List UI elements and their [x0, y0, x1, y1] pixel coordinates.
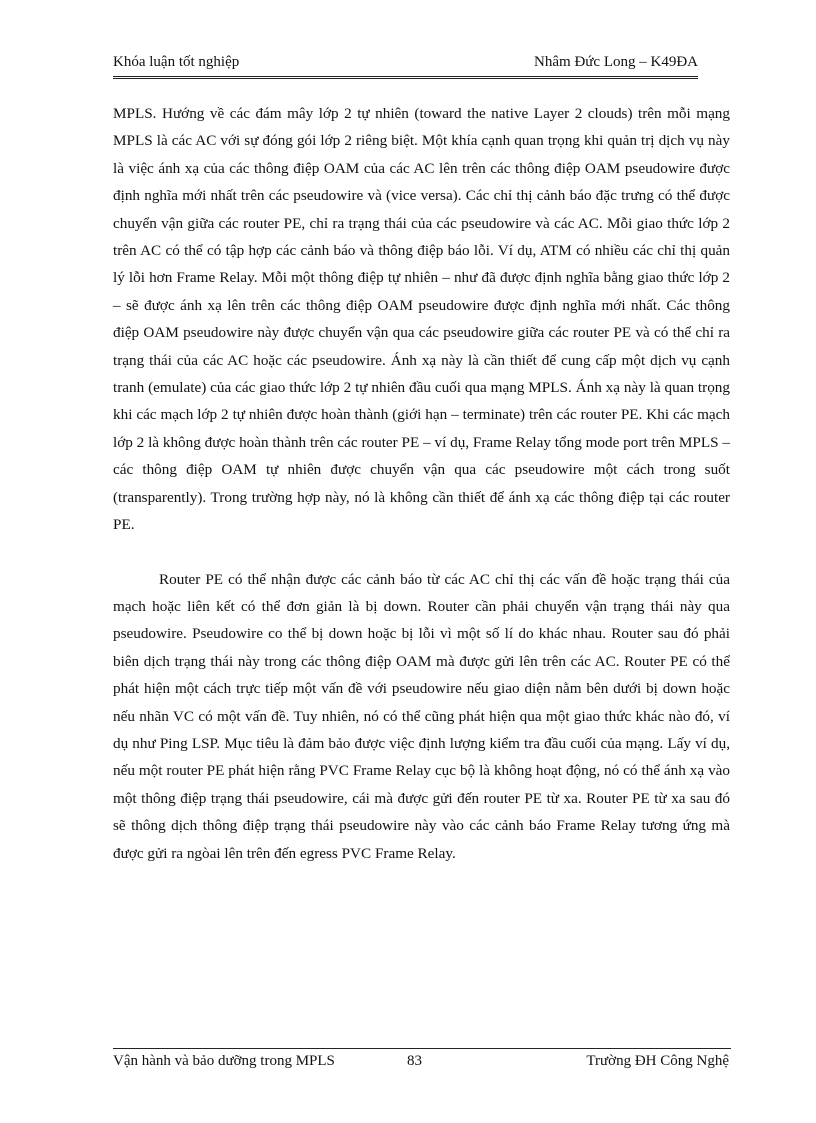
- paragraph-2: Router PE có thể nhận được các cảnh báo từ các AC chỉ thị các vấn đề hoặc trạng thái của mạch hoặc liên kết có thể đơn giản là bị down. Router cần phải chuyển vận trạng thái này qua pseudowire. Pseudowire co thể bị down hoặc bị lỗi vì một số lí do khác nhau. Router sau đó phải biên dịch trạng thái này trong các thông điệp OAM mà được gửi lên trên các AC. Router PE có thể phát hiện một cách trực tiếp một vấn đề với pseudowire nếu giao diện nằm bên dưới bị down hoặc nếu nhãn VC có một vấn đề. Tuy nhiên, nó có thể cũng phát hiện qua một giao thức khác nào đó, ví dụ như Ping LSP. Mục tiêu là đảm bảo được việc định lượng kiểm tra đầu cuối của mạng. Lấy ví dụ, nếu một router PE phát hiện rằng PVC Frame Relay cục bộ là không hoạt động, nó có thể ánh xạ vào một thông điệp trạng thái pseudowire, cái mà được gửi đến router PE từ xa. Router PE từ xa sau đó sẽ thông dịch thông điệp trạng thái pseudowire này vào các cảnh báo Frame Relay tương ứng mà được gửi ra ngòai lên trên đến egress PVC Frame Relay.: [113, 570, 730, 862]
- footer-chapter-title: Vận hành và bảo dưỡng trong MPLS: [113, 1053, 335, 1069]
- paragraph-1: MPLS. Hướng về các đám mây lớp 2 tự nhiên (toward the native Layer 2 clouds) trên mỗi mạng MPLS là các AC với sự đóng gói lớp 2 riêng biệt. Một khía cạnh quan trọng khi quản trị dịch vụ này là việc ánh xạ của các thông điệp OAM của các AC lên trên các thông điệp OAM pseudowire được định nghĩa mới nhất trên các pseudowire và (vice versa). Các chỉ thị cảnh báo đặc trưng có thể được chuyển vận giữa các router PE, chỉ ra trạng thái của các pseudowire và các AC. Mỗi giao thức lớp 2 trên AC có thể có tập hợp các cảnh báo và thông điệp báo lỗi. Ví dụ, ATM có nhiều các chỉ thị quản lý lỗi hơn Frame Relay. Mỗi một thông điệp tự nhiên – như đã được định nghĩa bằng giao thức lớp 2 – sẽ được ánh xạ lên trên các thông điệp OAM pseudowire được định nghĩa mới nhất. Các thông điệp OAM pseudowire này được chuyển vận qua các pseudowire giữa các router PE và có thể chỉ ra trạng thái của các AC hoặc các pseudowire. Ánh xạ này là cần thiết để cung cấp một dịch vụ cạnh tranh (emulate) của các giao thức lớp 2 tự nhiên đầu cuối qua mạng MPLS. Ánh xạ này là quan trọng khi các mạch lớp 2 tự nhiên được hoàn thành (giới hạn – terminate) trên các router PE. Khi các mạch lớp 2 là không được hoàn thành trên các router PE – ví dụ, Frame Relay tổng mode port trên MPLS – các thông điệp OAM tự nhiên được chuyển vận qua các pseudowire một cách trong suốt (transparently). Trong trường hợp này, nó là không cần thiết để ánh xạ các thông điệp tại các router PE.: [113, 105, 730, 534]
- page-number: 83: [407, 1053, 422, 1069]
- page-body: [113, 100, 730, 867]
- footer-university: Trường ĐH Công Nghệ: [586, 1053, 729, 1069]
- page-footer: [113, 1048, 731, 1073]
- header-thesis-title: Khóa luận tốt nghiệp: [113, 54, 240, 70]
- page-header: [113, 52, 698, 79]
- header-author: Nhâm Đức Long – K49ĐA: [534, 54, 698, 70]
